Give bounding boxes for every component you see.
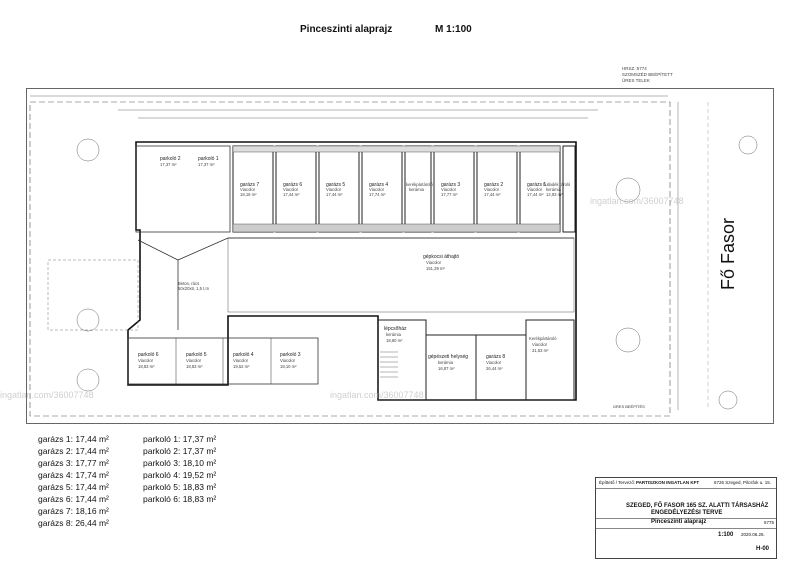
stairs xyxy=(380,352,398,377)
room-label: lépcsőház xyxy=(384,326,407,332)
center-room-area: 151,39 m² xyxy=(426,266,445,271)
legend-row: garázs 5: 17,44 m² xyxy=(38,482,109,492)
tb-project: SZEGED, FŐ FASOR 165 SZ. ALATTI TÁRSASHÁZ xyxy=(626,503,769,509)
legend-row: parkoló 1: 17,37 m² xyxy=(143,434,217,444)
title-scale: M 1:100 xyxy=(435,24,472,35)
ramp-line-2 xyxy=(178,238,228,260)
legend-row: parkoló 5: 18,83 m² xyxy=(143,482,217,492)
garage-legend xyxy=(38,433,148,529)
street-name: Fő Fasor xyxy=(718,217,738,290)
room-area: 18,80 m² xyxy=(386,338,403,343)
top-wall-band xyxy=(233,224,560,232)
room-label: garázs 7 xyxy=(240,182,260,188)
room-area: 17,44 m² xyxy=(527,192,544,197)
room-sub: Viacolor xyxy=(484,187,500,192)
room-sub: kerámia xyxy=(386,332,401,337)
tree-icon xyxy=(719,391,737,409)
room-label: parkoló 1 xyxy=(198,156,219,162)
room-label: parkoló 2 xyxy=(160,156,181,162)
watermark: ingatlan.com/36007748 xyxy=(590,196,684,206)
room-sub: kerámia xyxy=(409,187,424,192)
room-sub: Viacolor xyxy=(186,358,202,363)
room-sub: Viacolor xyxy=(326,187,342,192)
legend-row: garázs 6: 17,44 m² xyxy=(38,494,109,504)
room-sub: Viacolor xyxy=(233,358,249,363)
tb-phase: ENGEDÉLYEZÉSI TERVE xyxy=(651,510,723,516)
parking-legend xyxy=(143,433,253,505)
room-label: garázs 2 xyxy=(484,182,504,188)
tree-icon xyxy=(616,328,640,352)
room-sub: kerámia xyxy=(438,360,453,365)
room-area: 17,77 m² xyxy=(441,192,458,197)
legend-row: garázs 8: 26,44 m² xyxy=(38,518,109,528)
room-sub: Viacolor xyxy=(527,187,543,192)
room-area: 17,74 m² xyxy=(369,192,386,197)
empty-site-label: ÜRES BEÉPÍTÉS xyxy=(613,404,645,409)
neighbor-note xyxy=(622,66,673,84)
entrance-ramp xyxy=(48,238,228,330)
tb-drawing-no: H-00 xyxy=(756,546,770,552)
room-label: parkoló 5 xyxy=(186,352,207,358)
tb-row-scale xyxy=(596,528,776,542)
neighbor-line-3: ÜRES TELEK xyxy=(622,78,650,83)
room-sub: Viacolor xyxy=(532,342,548,347)
title-main: Pinceszinti alaprajz xyxy=(300,24,393,35)
floor-plan-svg xyxy=(28,90,770,420)
room-sub: 17,37 m² xyxy=(160,162,177,167)
driveway-area xyxy=(228,238,574,312)
tb-sheet-no: 5775 xyxy=(764,520,775,525)
room-area: 19,52 m² xyxy=(233,364,250,369)
room-sub: Viacolor xyxy=(486,360,502,365)
legend-row: parkoló 3: 18,10 m² xyxy=(143,458,217,468)
legend-row: garázs 4: 17,74 m² xyxy=(38,470,109,480)
room-label: kerékpártároló xyxy=(406,182,433,187)
room-label: garázs 3 xyxy=(441,182,461,188)
watermark: ingatlan.com/36007748 xyxy=(0,390,94,400)
bike-storage-bottom xyxy=(526,320,574,400)
room-area: 18,16 m² xyxy=(240,192,257,197)
room-label: garázs 8 xyxy=(486,354,506,360)
drawing-title xyxy=(300,24,540,35)
watermark: ingatlan.com/36007748 xyxy=(330,390,424,400)
room-area: 17,44 m² xyxy=(484,192,501,197)
tb-client-label: Építtető / Tervező: xyxy=(599,480,636,485)
room-label: garázs 4 xyxy=(369,182,389,188)
room-sub: Viacolor xyxy=(138,358,154,363)
center-room-name: gépkocsi áthajtó xyxy=(423,254,460,260)
waste-storage xyxy=(563,146,575,232)
tb-row-project xyxy=(596,502,776,519)
room-area: 31,53 m² xyxy=(532,348,549,353)
neighbor-line-2: SZOMSZÉD BEÉPÍTETT xyxy=(622,72,673,77)
tree-icon xyxy=(77,139,99,161)
room-label: garázs 1 xyxy=(527,182,547,188)
room-label: garázs 5 xyxy=(326,182,346,188)
legend-row: parkoló 6: 18,83 m² xyxy=(143,494,217,504)
tb-address: 6726 Szeged, Pilcsfok u. 15. xyxy=(714,480,772,485)
tb-row-client xyxy=(596,478,776,489)
room-label: parkoló 6 xyxy=(138,352,159,358)
tree-icon xyxy=(77,369,99,391)
room-sub: Viacolor xyxy=(240,187,256,192)
room-area: 17,44 m² xyxy=(283,192,300,197)
tree-icon xyxy=(77,309,99,331)
room-sub: kerámia xyxy=(546,187,561,192)
room-area: 26,44 m² xyxy=(486,366,503,371)
floor-plan xyxy=(28,90,770,420)
room-area: 17,44 m² xyxy=(326,192,343,197)
top-room-labels xyxy=(160,156,571,197)
legend-row: garázs 2: 17,44 m² xyxy=(38,446,109,456)
room-label: parkoló 4 xyxy=(233,352,254,358)
legend-row: parkoló 2: 17,37 m² xyxy=(143,446,217,456)
outdoor-parking-zone xyxy=(48,260,138,330)
ramp-label: Beton, rács xyxy=(178,281,200,286)
legend-row: parkoló 4: 19,52 m² xyxy=(143,470,217,480)
room-area: 12,93 m² xyxy=(546,192,563,197)
room-label: hulladék tároló xyxy=(543,182,571,187)
ramp-line-1 xyxy=(138,240,178,260)
room-label: Kerékpártároló xyxy=(529,336,557,341)
room-sub: Viacolor xyxy=(369,187,385,192)
bottom-room-labels xyxy=(138,326,557,371)
room-label: gépészeti helység xyxy=(428,354,469,360)
title-block xyxy=(595,477,777,559)
tb-scale: 1:100 xyxy=(718,532,734,538)
legend-row: garázs 1: 17,44 m² xyxy=(38,434,109,444)
room-area: 16,87 m² xyxy=(438,366,455,371)
room-sub: 17,37 m² xyxy=(198,162,215,167)
neighbor-line-1: HRSZ.:5774 xyxy=(622,66,647,71)
tb-date: 2020.06.26. xyxy=(741,532,765,537)
room-label: parkoló 3 xyxy=(280,352,301,358)
ramp-sub: 50x20x8, 1,5 t.m xyxy=(178,286,209,291)
center-room-sub: Viacolor xyxy=(426,260,442,265)
legend-row: garázs 3: 17,77 m² xyxy=(38,458,109,468)
room-sub: Viacolor xyxy=(280,358,296,363)
tree-icon xyxy=(739,136,757,154)
tb-client: PARTISZKON INGATLAN KFT xyxy=(636,480,700,485)
trees xyxy=(77,136,757,409)
room-label: garázs 6 xyxy=(283,182,303,188)
room-sub: Viacolor xyxy=(283,187,299,192)
room-area: 18,83 m² xyxy=(186,364,203,369)
top-foundation-band xyxy=(233,146,560,152)
room-sub: Viacolor xyxy=(441,187,457,192)
legend-row: garázs 7: 18,16 m² xyxy=(38,506,109,516)
tb-sheet-title: Pinceszinti alaprajz xyxy=(651,519,707,525)
room-area: 18,10 m² xyxy=(280,364,297,369)
room-area: 18,83 m² xyxy=(138,364,155,369)
